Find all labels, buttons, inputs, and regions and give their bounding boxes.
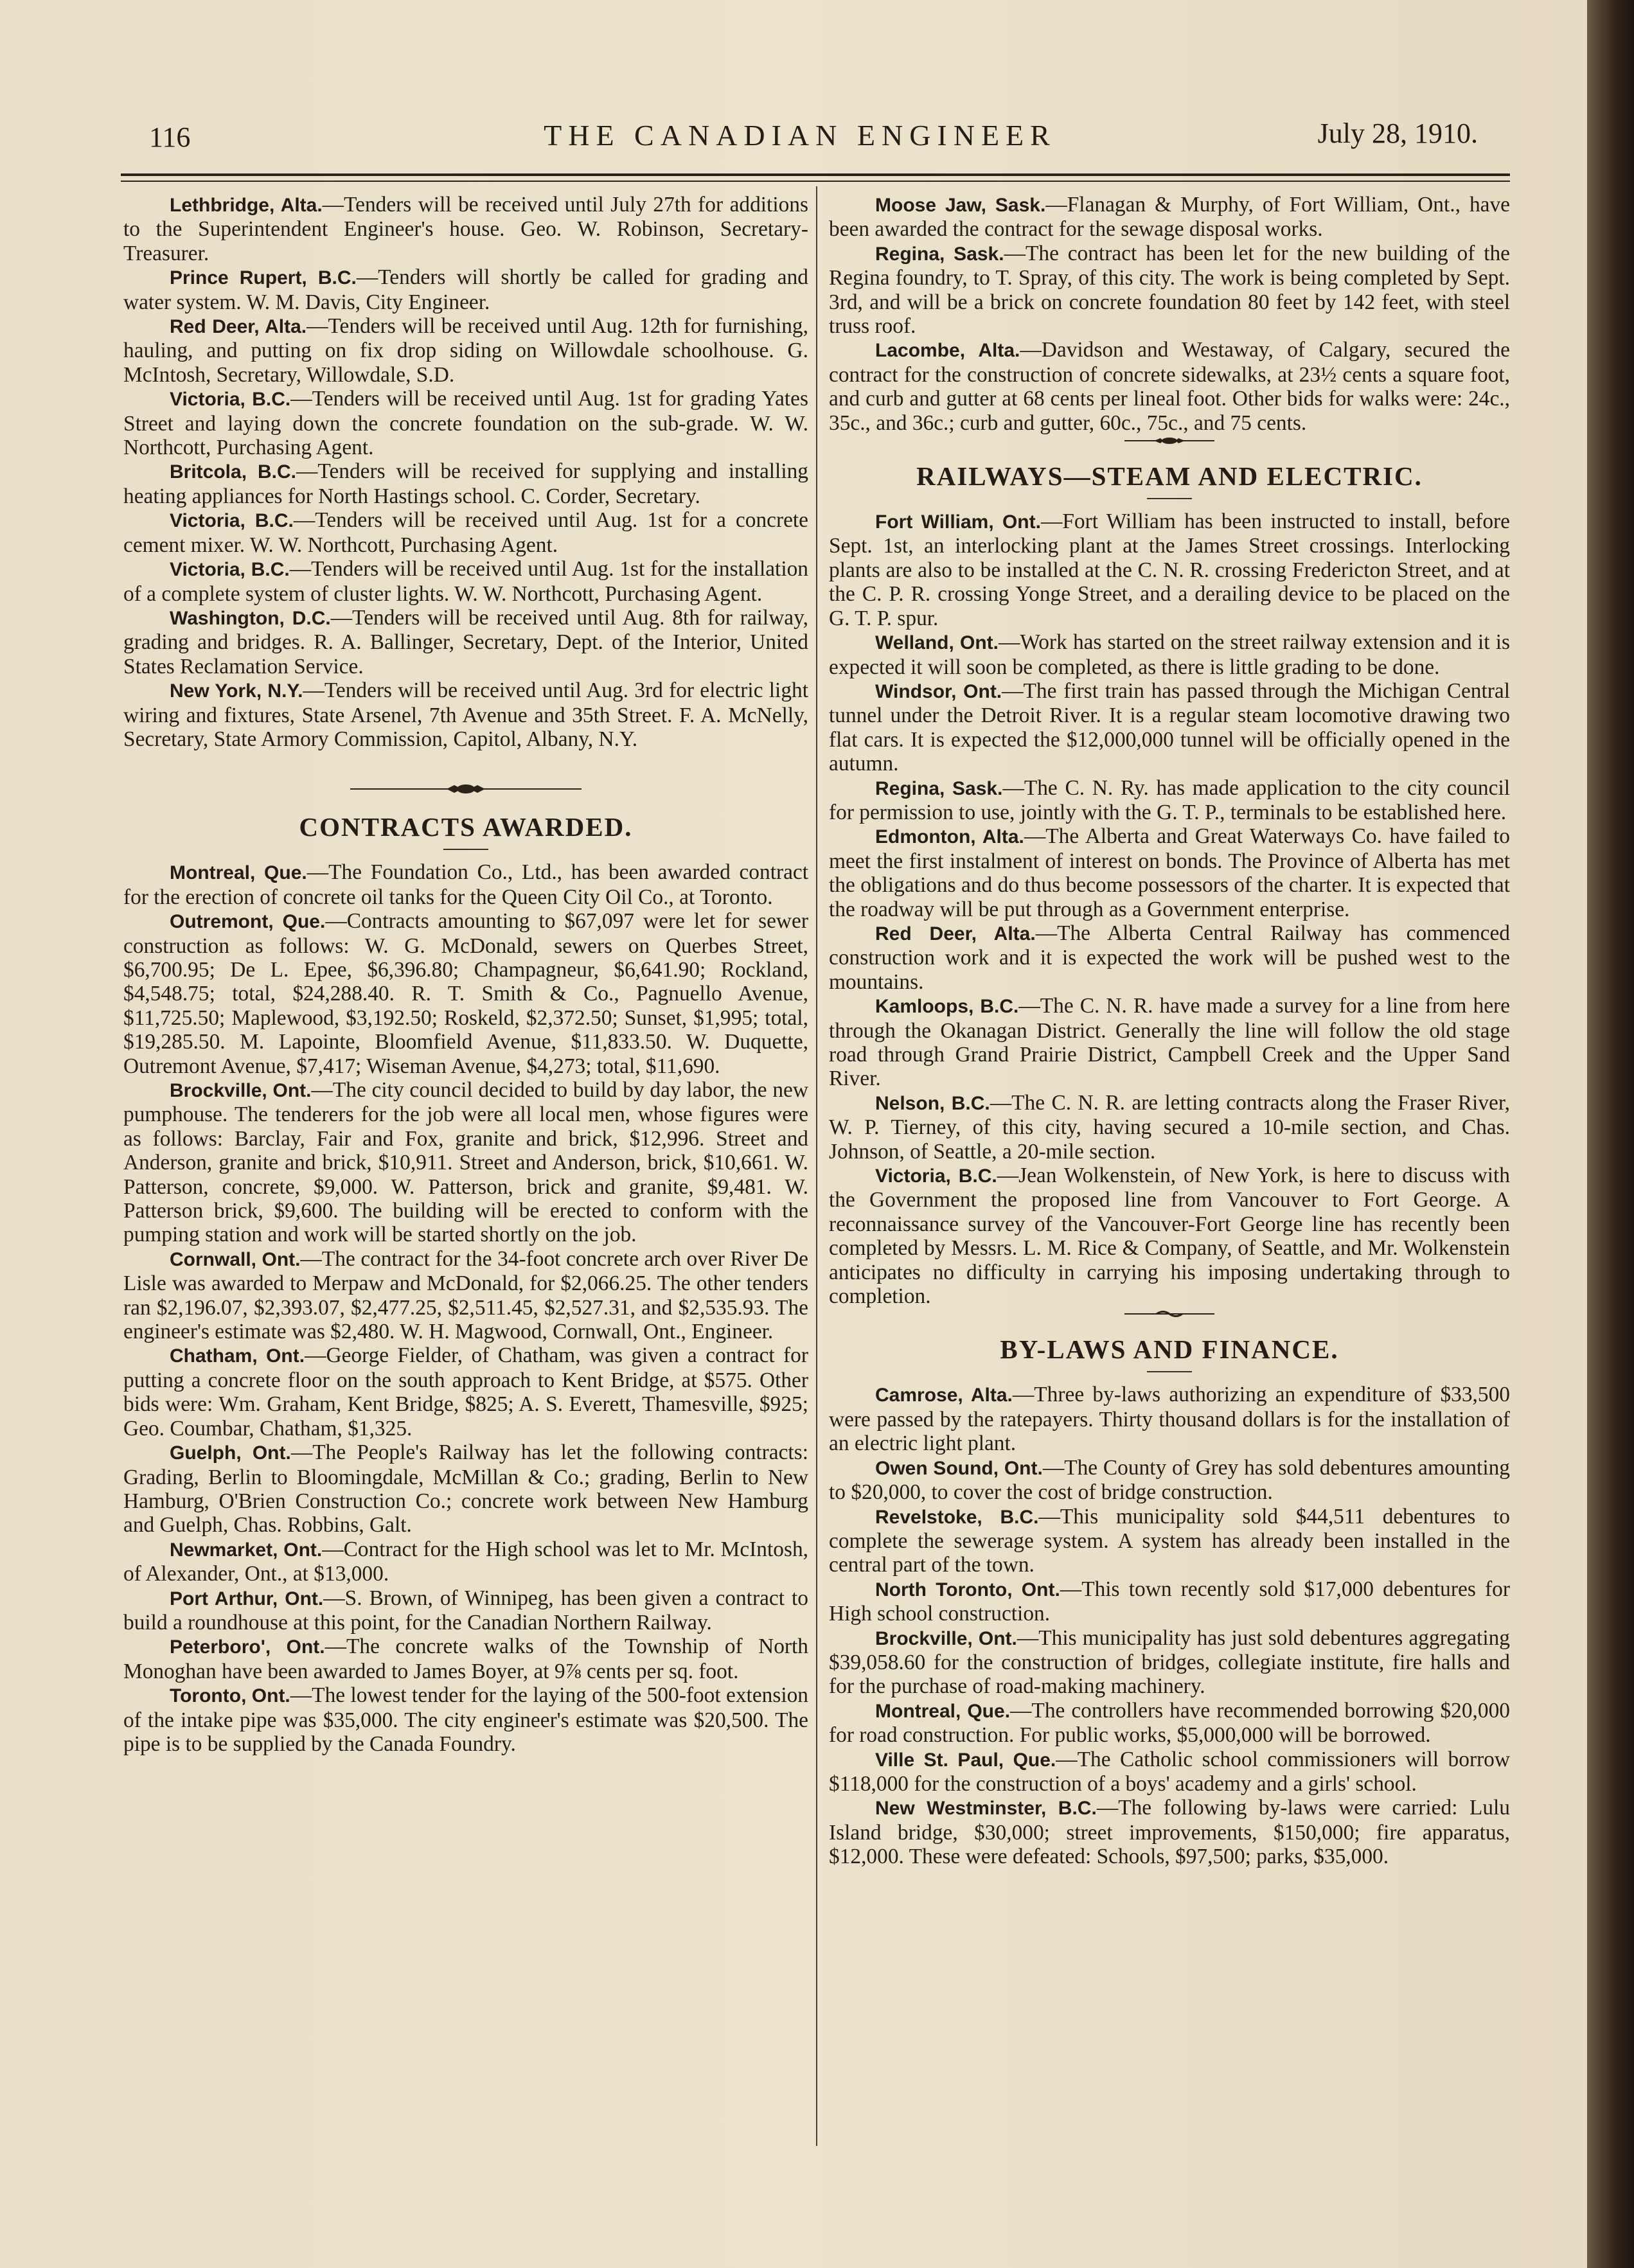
item-paragraph: [123, 1078, 808, 1247]
item-place: Camrose, Alta.: [875, 1385, 1013, 1406]
railways-list: [829, 509, 1510, 1308]
header-rule-thin: [121, 181, 1510, 182]
item-paragraph: [123, 909, 808, 1078]
item-paragraph: [829, 679, 1510, 776]
item-place: Victoria, B.C.: [170, 510, 294, 532]
contracts-continued-list: [829, 193, 1510, 435]
item-place: Victoria, B.C.: [875, 1165, 997, 1187]
item-text: —The C. N. R. are letting contracts along the Fraser River, W. P. Tierney, of this city, having secured a 10-mile section, and Chas. Johnson, of Seattle, a 20-mile section.: [829, 1090, 1510, 1164]
item-place: Victoria, B.C.: [170, 559, 290, 581]
item-place: Prince Rupert, B.C.: [170, 267, 357, 289]
item-text: —Davidson and Westaway, of Calgary, secured the contract for the construction of concrete sidewalks, at 23½ cents a square foot, and curb and gutter at 68 cents per lineal foot. Other bids for walks were: 24c., 35c., and 36c.; curb and gutter, 60c., 75c., and 75 cents.: [829, 338, 1510, 435]
item-place: Washington, D.C.: [170, 607, 331, 629]
item-paragraph: [829, 1505, 1510, 1577]
item-paragraph: [123, 387, 808, 459]
item-paragraph: [123, 459, 808, 508]
item-paragraph: [123, 265, 808, 314]
item-text: —This municipality has just sold debentures aggregating $39,058.60 for the construction of bridges, collegiate institute, fire halls and for the purchase of road-making machinery.: [829, 1626, 1510, 1699]
item-text: —Three by-laws authorizing an expenditure of $33,500 were passed by the ratepayers. Thirty thousand dollars is for the installation of an electric light plant.: [829, 1383, 1510, 1456]
item-place: Welland, Ont.: [875, 632, 999, 654]
item-place: Lacombe, Alta.: [875, 340, 1020, 362]
item-place: Outremont, Que.: [170, 911, 326, 933]
item-place: Nelson, B.C.: [875, 1092, 990, 1114]
bylaws-list: [829, 1383, 1510, 1868]
heading-rule: [1147, 498, 1192, 499]
item-text: —The People's Railway has let the following contracts: Grading, Berlin to Bloomingdale, McMillan & Co.; grading, Berlin to New Hamburg, O'Brien Construction Co.; concrete work between New Hamburg and Guelph, Chas. Robbins, Galt.: [123, 1440, 808, 1537]
item-text: —Tenders will be received until Aug. 1st for a concrete cement mixer. W. W. Northcott, Purchasing Agent.: [123, 508, 808, 557]
item-text: —The controllers have recommended borrowing $20,000 for road construction. For public works, $5,000,000 will be borrowed.: [829, 1698, 1510, 1748]
item-paragraph: [829, 509, 1510, 630]
item-text: —Tenders will be received until Aug. 1st for grading Yates Street and laying down the concrete foundation on the sub-grade. W. W. Northcott, Purchasing Agent.: [123, 387, 808, 460]
item-paragraph: [829, 1577, 1510, 1626]
item-text: —Contract for the High school was let to Mr. McIntosh, of Alexander, Ont., at $13,000.: [123, 1537, 808, 1586]
item-place: New Westminster, B.C.: [875, 1798, 1097, 1820]
item-place: Toronto, Ont.: [170, 1685, 290, 1707]
item-place: Cornwall, Ont.: [170, 1248, 301, 1270]
item-place: North Toronto, Ont.: [875, 1579, 1060, 1600]
item-place: Moose Jaw, Sask.: [875, 195, 1046, 216]
item-text: —The lowest tender for the laying of the 500-foot extension of the intake pipe was $35,000. The city engineer's estimate was $20,500. The pipe is to be supplied by the Canada Foundry.: [123, 1683, 808, 1756]
page-number: 116: [149, 121, 191, 153]
item-paragraph: [829, 1091, 1510, 1164]
heading-rule: [443, 849, 488, 850]
item-text: —S. Brown, of Winnipeg, has been given a contract to build a roundhouse at this point, for the Canadian Northern Railway.: [123, 1586, 808, 1635]
item-place: Newmarket, Ont.: [170, 1539, 323, 1561]
item-paragraph: [123, 1683, 808, 1756]
item-place: New York, N.Y.: [170, 680, 303, 702]
item-paragraph: [123, 1343, 808, 1440]
section-ornament: [350, 781, 582, 797]
item-text: —Jean Wolkenstein, of New York, is here to discuss with the Government the proposed line from Vancouver to Fort George. A reconnaissance survey of the Vancouver-Fort George line has recently been completed by Messrs. L. M. Rice & Company, of Seattle, and Mr. Wolkenstein anticipates no difficulty in carrying his imposing undertaking through to completion.: [829, 1164, 1510, 1309]
item-place: Guelph, Ont.: [170, 1442, 291, 1464]
item-text: —Work has started on the street railway extension and it is expected it will soon be completed, as there is little grading to be done.: [829, 630, 1510, 679]
item-place: Ville St. Paul, Que.: [875, 1749, 1056, 1771]
item-place: Regina, Sask.: [875, 243, 1004, 265]
item-paragraph: [123, 193, 808, 265]
item-place: Kamloops, B.C.: [875, 996, 1019, 1018]
item-place: Red Deer, Alta.: [875, 923, 1036, 944]
item-text: —This town recently sold $17,000 debentures for High school construction.: [829, 1577, 1510, 1626]
item-paragraph: [123, 1537, 808, 1586]
item-text: —Tenders will be received until July 27th for additions to the Superintendent Engineer's house. Geo. W. Robinson, Secretary-Treasurer.: [123, 193, 808, 265]
item-place: Brockville, Ont.: [875, 1627, 1017, 1649]
item-text: —The County of Grey has sold debentures amounting to $20,000, to cover the cost of bridge construction.: [829, 1455, 1511, 1505]
publication-title: THE CANADIAN ENGINEER: [544, 119, 1056, 152]
item-text: —Fort William has been instructed to install, before Sept. 1st, an interlocking plant at the James Street crossings. Interlocking plants are also to be installed at the C. N. R. crossing Fredericton Street, and at the C. P. R. crossing Yonge Street, and a derailing device to be placed on the G. T. P. spur.: [829, 509, 1510, 630]
item-paragraph: [829, 1456, 1510, 1505]
item-place: Chatham, Ont.: [170, 1345, 305, 1367]
heading-rule: [1147, 1371, 1192, 1372]
item-paragraph: [829, 242, 1510, 339]
item-paragraph: [123, 860, 808, 909]
item-place: Port Arthur, Ont.: [170, 1588, 324, 1609]
page-header: [122, 109, 1478, 167]
header-rule-thick: [121, 173, 1510, 176]
item-text: —Tenders will be received until Aug. 12th for furnishing, hauling, and putting on fix drop siding on Willowdale schoolhouse. G. McIntosh, Secretary, Willowdale, S.D.: [123, 314, 808, 387]
item-place: Peterboro', Ont.: [170, 1636, 325, 1658]
item-paragraph: [829, 1699, 1510, 1748]
item-paragraph: [829, 338, 1510, 435]
item-text: —Tenders will be received until Aug. 8th for railway, grading and bridges. R. A. Ballinger, Secretary, Dept. of the Interior, United States Reclamation Service.: [123, 605, 809, 678]
item-text: —The contract has been let for the new building of the Regina foundry, to T. Spray, of this city. The work is being completed by Sept. 3rd, and will be a brick on concrete foundation 80 feet by 142 feet, with steel truss roof.: [829, 241, 1510, 339]
item-place: Lethbridge, Alta.: [170, 195, 323, 216]
right-column: [829, 193, 1510, 1869]
item-paragraph: [829, 193, 1510, 242]
item-paragraph: [829, 921, 1510, 994]
section-heading-railways: RAILWAYS—STEAM AND ELECTRIC.: [916, 461, 1423, 492]
item-text: —The Alberta Central Railway has commenced construction work and it is expected the work will be pushed west to the mountains.: [829, 921, 1510, 994]
item-paragraph: [829, 824, 1510, 921]
section-heading-bylaws: BY-LAWS AND FINANCE.: [1000, 1334, 1339, 1365]
item-text: —The C. N. Ry. has made application to the city council for permission to use, jointly with the G. T. P., terminals to be established here.: [829, 775, 1510, 824]
item-paragraph: [829, 1748, 1510, 1796]
item-place: Fort William, Ont.: [875, 511, 1041, 533]
item-place: Britcola, B.C.: [170, 461, 296, 483]
item-paragraph: [829, 1164, 1510, 1308]
item-text: —This municipality sold $44,511 debentures to complete the sewerage system. A system has already been installed in the central part of the town.: [829, 1504, 1511, 1577]
item-text: —The contract for the 34-foot concrete arch over River De Lisle was awarded to Merpaw and McDonald, for $2,066.25. The other tenders ran $2,196.07, $2,393.07, $2,477.25, $2,511.45, $2,527.31, and $2,535.93. The engineer's estimate was $2,480. W. H. Magwood, Cornwall, Ont., Engineer.: [123, 1246, 808, 1344]
item-place: Montreal, Que.: [170, 862, 307, 884]
book-spine-edge: [1587, 0, 1634, 2268]
item-text: —Flanagan & Murphy, of Fort William, Ont., have been awarded the contract for the sewage disposal works.: [829, 193, 1510, 242]
item-place: Brockville, Ont.: [170, 1080, 312, 1101]
item-paragraph: [829, 1626, 1510, 1699]
contracts-list: [123, 860, 808, 1756]
section-ornament: [1124, 436, 1214, 445]
item-place: Red Deer, Alta.: [170, 316, 307, 338]
item-paragraph: [123, 678, 808, 751]
section-ornament: [1124, 1309, 1214, 1318]
item-place: Montreal, Que.: [875, 1700, 1011, 1722]
item-text: —The first train has passed through the Michigan Central tunnel under the Detroit River. It is a regular steam locomotive drawing two flat cars. It is expected the $12,000,000 tunnel will be officially opened in the autumn.: [829, 678, 1510, 776]
item-paragraph: [123, 314, 808, 387]
item-paragraph: [829, 630, 1510, 679]
item-paragraph: [123, 1247, 808, 1344]
item-text: —The Foundation Co., Ltd., has been awarded contract for the erection of concrete oil tanks for the Queen City Oil Co., at Toronto.: [123, 860, 809, 909]
item-place: Regina, Sask.: [875, 777, 1003, 799]
item-place: Windsor, Ont.: [875, 680, 1002, 702]
section-heading-contracts: CONTRACTS AWARDED.: [299, 812, 633, 842]
item-text: —The Alberta and Great Waterways Co. have failed to meet the first instalment of interest on bonds. The Province of Alberta has met the obligations and do thus become possessors of the charter. It is expected that the roadway will be put through as a Government enterprise.: [829, 824, 1510, 921]
item-text: —George Fielder, of Chatham, was given a contract for putting a concrete floor on the south approach to Kent Bridge, at $575. Other bids were: Wm. Graham, Kent Bridge, $825; A. S. Everett, Thamesville, $925; Geo. Coumbar, Chatham, $1,325.: [123, 1343, 808, 1440]
left-column: [123, 193, 808, 1756]
item-text: —The city council decided to build by day labor, the new pumphouse. The tenderers for the job were all local men, whose figures were as follows: Barclay, Fair and Fox, granite and brick, $12,996. Street and Anderson, granite and brick, $10,911. Street and Anderson, brick, $10,661. W. Patterson, concrete, $9,000. W. Patterson, brick and granite, $9,481. W. Patterson brick, $9,600. The building will be erected to conform with the pumping station and work will be started shortly on the job.: [123, 1078, 808, 1247]
item-text: —Tenders will be received until Aug. 3rd for electric light wiring and fixtures, State Arsenel, 7th Avenue and 35th Street. F. A. McNelly, Secretary, State Armory Commission, Capitol, Albany, N.Y.: [123, 678, 808, 751]
item-place: Revelstoke, B.C.: [875, 1506, 1039, 1528]
column-divider: [816, 186, 817, 2146]
item-text: —Tenders will shortly be called for grading and water system. W. M. Davis, City Engineer.: [123, 265, 808, 314]
item-place: Edmonton, Alta.: [875, 826, 1024, 848]
item-paragraph: [123, 1440, 808, 1537]
issue-date: July 28, 1910.: [1317, 118, 1478, 149]
item-paragraph: [123, 1586, 808, 1635]
item-paragraph: [123, 557, 808, 606]
tenders-list: [123, 193, 808, 751]
item-paragraph: [123, 1635, 808, 1683]
item-paragraph: [829, 1796, 1510, 1868]
item-text: —The Catholic school commissioners will borrow $118,000 for the construction of a boys' academy and a girls' school.: [829, 1747, 1510, 1796]
item-paragraph: [123, 606, 808, 678]
item-place: Victoria, B.C.: [170, 389, 291, 411]
item-text: —The C. N. R. have made a survey for a line from here through the Okanagan District. Generally the line will follow the old stage road through Grand Prairie District, Campbell Creek and the Upper Sand River.: [829, 994, 1510, 1091]
item-paragraph: [829, 776, 1510, 825]
item-paragraph: [829, 994, 1510, 1091]
item-text: —Contracts amounting to $67,097 were let for sewer construction as follows: W. G. McDonald, sewers on Querbes Street, $6,700.95; De L. Epee, $6,396.80; Champagneur, $6,641.90; Rockland, $4,548.75; total, $24,288.40. R. T. Smith & Co., Pagnuello Avenue, $11,725.50; Maplewood, $3,192.50; Roskeld, $2,372.50; Sunset, $1,995; total, $19,285.50. M. Lapointe, Bloomfield Avenue, $11,833.50. W. Duquette, Outremont Avenue, $7,417; Wiseman Avenue, $4,273; total, $11,690.: [123, 909, 808, 1078]
item-text: —Tenders will be received for supplying and installing heating appliances for North Hastings school. C. Corder, Secretary.: [123, 459, 808, 508]
item-paragraph: [123, 508, 808, 557]
item-text: —The concrete walks of the Township of North Monoghan have been awarded to James Boyer, at 9⅞ cents per sq. foot.: [123, 1635, 809, 1683]
item-paragraph: [829, 1383, 1510, 1455]
item-place: Owen Sound, Ont.: [875, 1457, 1043, 1479]
item-text: —Tenders will be received until Aug. 1st for the installation of a complete system of cluster lights. W. W. Northcott, Purchasing Agent.: [123, 557, 808, 606]
item-text: —The following by-laws were carried: Lulu Island bridge, $30,000; street improvements, $150,000; fire apparatus, $12,000. These were defeated: Schools, $97,500; parks, $35,000.: [829, 1796, 1510, 1869]
